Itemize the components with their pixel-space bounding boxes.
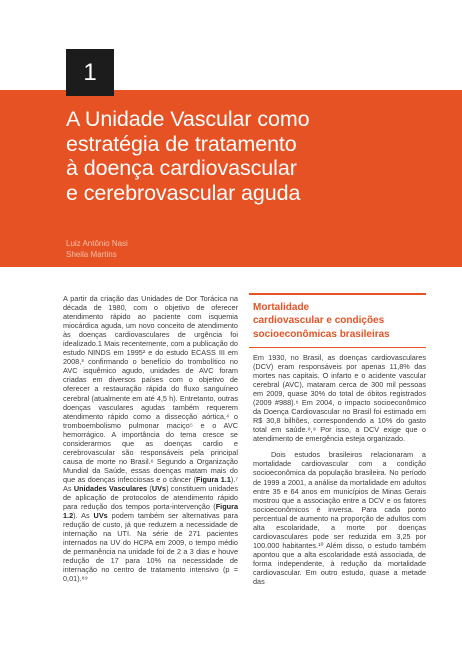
chapter-title-line: e cerebrovascular aguda xyxy=(66,180,301,205)
chapter-title xyxy=(66,107,446,205)
sidebar-box xyxy=(249,293,426,586)
box-title-line: socioeconômicas brasileiras xyxy=(253,328,390,340)
figure-1-1-reference: Figura 1.1 xyxy=(196,474,231,484)
box-paragraph: Em 1930, no Brasil, as doenças cardiovasculares (DCV) eram responsáveis por apenas 11,8% das mortes nas capitais. O infarto e o acidente vascular cerebral (AVC), mataram cerca de 300 mil pessoas em 2009, quase 30% do total de óbitos registrados (2009 #988).⁶ Em 2004, o impacto socioeconômico da Doença Cardiovascular no Brasil foi estimado em R$ 30,8 bilhões, correspondendo a 10% do gasto total em saúde.⁸,⁹ Por isso, a DCV exige que o atendimento de emergência esteja organizado. xyxy=(253,352,426,444)
box-title xyxy=(249,295,426,341)
body-text: ( xyxy=(147,483,152,493)
box-body xyxy=(249,353,426,586)
body-text: ).⁷ As xyxy=(63,474,238,493)
chapter-title-line: à doença cardiovascular xyxy=(66,156,297,180)
chapter-number: 1 xyxy=(83,58,97,86)
chapter-title-line: A Unidade Vascular como xyxy=(66,107,310,131)
box-title-line: cardiovascular e condições xyxy=(253,315,385,327)
uvs-term: Unidades Vasculares xyxy=(73,483,148,493)
chapter-title-line: estratégia de tratamento xyxy=(66,131,297,156)
body-text-column xyxy=(63,294,238,584)
chapter-number-box xyxy=(66,49,114,96)
box-title-line: Mortalidade xyxy=(253,302,310,313)
author-name: Sheila Martins xyxy=(66,250,117,259)
body-text: A partir da criação das Unidades de Dor Torácica na década de 1980, com o objetivo de oferecer atendimento rápido ao paciente com isquemia miocárdica aguda, um novo conceito de atendimento às doenças cardiovasculares de urgência foi idealizado.1 Mais recentemente, com a publicação do estudo NINDS em 1995² e do estudo ECASS III em 2008,³ confirmando o benefício do trombolítico no AVC isquêmico agudo, unidades de AVC foram criadas em diversos países com o objetivo de oferecer a restauração rápida do fluxo sanguíneo cerebral (atualmente em até 4,5 h). Entretanto, outras doenças vasculares agudas também requerem atendimento rápido como a dissecção aórtica,⁴ o tromboembolismo pulmonar maciço⁵ e o AVC hemorrágico. A importância do tema cresce se considerarmos que as doenças cardio e cerebrovascular são responsáveis pela principal causa de morte no Brasil.⁶ Segundo a Organização Mundial da Saúde, essas doenças matam mais do que as doenças infecciosas e o câncer ( xyxy=(63,294,238,484)
author-name: Luiz Antônio Nasi xyxy=(66,239,128,248)
body-text: podem também ser alternativas para redução de custo, já que reduzem a necessidade de internação na UTI. Na série de 271 pacientes internados na UV do HCPA em 2009, o tempo médio de permanência na unidade foi de 2 a 3 dias e houve redução de 17 para 10% na necessidade de internação no centro de tratamento intensivo (p = 0,01).⁸⁹ xyxy=(63,511,238,584)
box-title-rule xyxy=(249,347,426,348)
body-text: ) constituem unidades de aplicação de protocolos de atendimento rápido para redução dos tempos porta-intervenção ( xyxy=(63,483,238,512)
figure-1-2-reference: Figura 1.2 xyxy=(63,502,238,521)
box-paragraph: Dois estudos brasileiros relacionaram a mortalidade cardiovascular com a condição socioeconômica da população brasileira. No período de 1999 a 2001, a análise da mortalidade em adultos entre 35 e 64 anos em municípios de Minas Gerais mostrou que a associação entre a DCV e os fatores socioeconômicos é inversa. Para cada ponto percentual de aumento na proporção de adultos com alta escolaridade, a morte por doenças cardiovasculares pode ser reduzida em 3,25 por 100.000 habitantes.¹⁰ Além disso, o estudo também apontou que a alta escolaridade está associada, de forma independente, à redução da mortalidade cardiovascular. Em outro estudo, quase a metade das xyxy=(253,450,426,587)
body-text: ). As xyxy=(73,511,94,521)
uvs-abbreviation: UVs xyxy=(93,511,108,521)
author-list xyxy=(66,238,128,260)
uvs-abbreviation: UVs xyxy=(151,483,167,493)
